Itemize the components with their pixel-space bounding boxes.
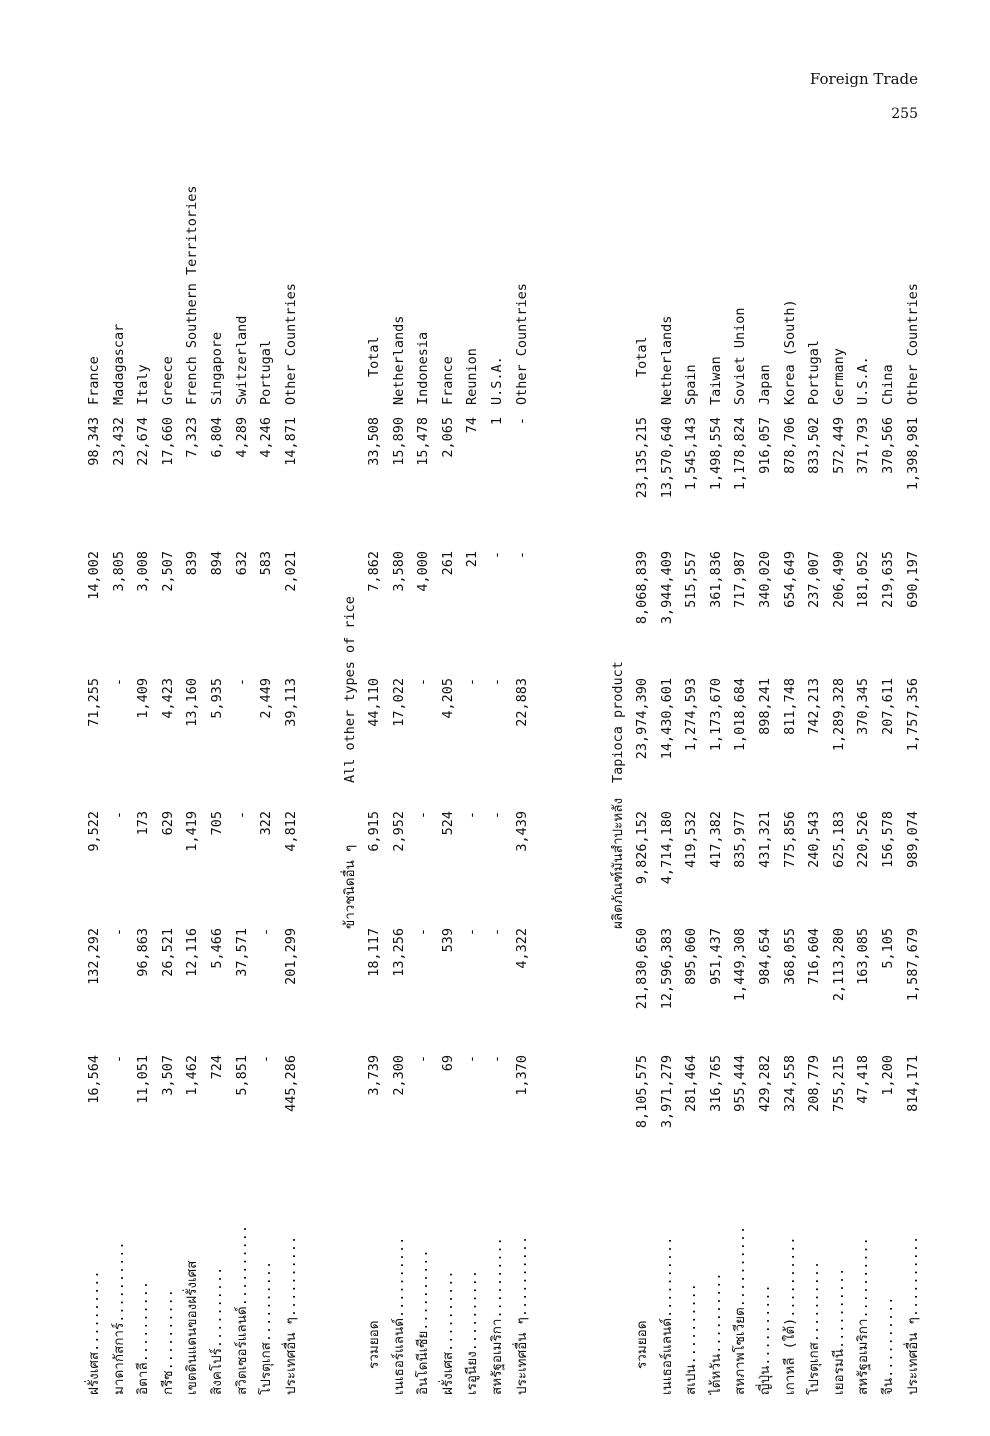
value-cell: 13,570,640 xyxy=(658,417,675,499)
value-cell: 6,915 xyxy=(366,811,382,852)
value-cell: - xyxy=(464,928,481,937)
table-row xyxy=(827,145,851,1395)
value-cell: 1,370 xyxy=(513,1055,530,1096)
value-cell: 201,299 xyxy=(282,928,299,985)
value-cell: 4,714,180 xyxy=(658,811,675,885)
value-cell: 3,805 xyxy=(110,551,127,592)
value-cell: 724 xyxy=(209,1055,225,1080)
table-row xyxy=(205,145,229,1395)
country-english: Portugal xyxy=(258,339,275,405)
value-cell: 1,449,308 xyxy=(732,928,749,1002)
value-cell: 8,068,839 xyxy=(634,551,650,625)
value-cell: 15,890 xyxy=(390,417,407,466)
value-cell: 13,256 xyxy=(390,928,407,977)
value-cell: 898,241 xyxy=(757,678,773,735)
value-cell: 3,439 xyxy=(513,811,530,852)
country-english: Germany xyxy=(830,348,847,405)
value-cell: 1,587,679 xyxy=(904,928,921,1002)
value-cell: 1,409 xyxy=(135,678,152,719)
table-row xyxy=(107,145,131,1395)
value-cell: 3,580 xyxy=(390,551,407,592)
value-cell: 742,213 xyxy=(806,678,823,735)
value-cell: 3,739 xyxy=(366,1055,382,1096)
country-english: Spain xyxy=(683,364,700,405)
value-cell: 894 xyxy=(209,551,225,576)
value-cell: 431,321 xyxy=(757,811,773,868)
country-thai: จีน.......... xyxy=(880,1296,896,1395)
value-cell: 13,160 xyxy=(184,678,201,727)
value-cell: 12,596,383 xyxy=(658,928,675,1010)
country-english: Netherlands xyxy=(390,315,407,405)
value-cell: 47,418 xyxy=(855,1055,872,1104)
value-cell: 2,449 xyxy=(258,678,275,719)
value-cell: - xyxy=(489,1055,505,1064)
country-english: Other Countries xyxy=(282,283,299,405)
value-cell: 4,000 xyxy=(415,551,432,592)
country-english: Japan xyxy=(757,364,773,405)
value-cell: 33,508 xyxy=(366,417,382,466)
country-thai: เนเธอร์แลนด์.......... xyxy=(658,1236,675,1395)
table-row xyxy=(411,145,435,1395)
value-cell: 1,462 xyxy=(184,1055,201,1096)
value-cell: - xyxy=(110,1055,127,1064)
table-row xyxy=(82,145,106,1395)
value-cell: 18,117 xyxy=(366,928,382,977)
value-cell: 207,611 xyxy=(880,678,896,735)
value-cell: 23,974,390 xyxy=(634,678,650,760)
section-label-thai: ข้าวชนิดอื่น ๆ xyxy=(342,844,358,929)
value-cell: 419,532 xyxy=(683,811,700,868)
table-row xyxy=(485,145,509,1395)
value-cell: 3,971,279 xyxy=(658,1055,675,1129)
value-cell: 39,113 xyxy=(282,678,299,727)
table-row xyxy=(460,145,484,1395)
value-cell: 69 xyxy=(439,1055,456,1072)
value-cell: 8,105,575 xyxy=(634,1055,650,1129)
value-cell: 324,558 xyxy=(781,1055,798,1112)
value-cell: 632 xyxy=(233,551,250,576)
country-english: Taiwan xyxy=(707,356,724,405)
section-label-english: All other types of rice xyxy=(342,596,358,783)
country-thai: เนเธอร์แลนด์.......... xyxy=(390,1236,407,1395)
value-cell: - xyxy=(513,551,530,560)
value-cell: 625,183 xyxy=(830,811,847,868)
value-cell: - xyxy=(258,928,275,937)
country-thai: ฝรั่งเศส.......... xyxy=(86,1270,102,1395)
country-english: Soviet Union xyxy=(732,307,749,405)
value-cell: 654,649 xyxy=(781,551,798,608)
value-cell: 23,432 xyxy=(110,417,127,466)
value-cell: 417,382 xyxy=(707,811,724,868)
value-cell: 26,521 xyxy=(159,928,176,977)
value-cell: 5,851 xyxy=(233,1055,250,1096)
value-cell: 21,830,650 xyxy=(634,928,650,1010)
value-cell: - xyxy=(233,811,250,820)
value-cell: 1,178,824 xyxy=(732,417,749,491)
value-cell: - xyxy=(110,811,127,820)
country-thai: ไต้หวัน.......... xyxy=(707,1272,724,1395)
value-cell: 361,836 xyxy=(707,551,724,608)
value-cell: 1,018,684 xyxy=(732,678,749,752)
country-thai: เยอรมนี.......... xyxy=(830,1267,847,1395)
value-cell: 2,507 xyxy=(159,551,176,592)
value-cell: 9,522 xyxy=(86,811,102,852)
value-cell: - xyxy=(415,811,432,820)
value-cell: 4,246 xyxy=(258,417,275,458)
value-cell: 984,654 xyxy=(757,928,773,985)
value-cell: - xyxy=(464,678,481,687)
value-cell: 17,022 xyxy=(390,678,407,727)
table-row xyxy=(436,145,460,1395)
value-cell: 281,464 xyxy=(683,1055,700,1112)
value-cell: 4,322 xyxy=(513,928,530,969)
value-cell: 1 xyxy=(489,417,505,426)
country-thai: รวมยอด xyxy=(634,1320,650,1369)
table-row xyxy=(180,145,204,1395)
table-row xyxy=(655,145,679,1395)
country-english: Other Countries xyxy=(513,283,530,405)
value-cell: 811,748 xyxy=(781,678,798,735)
value-cell: 2,952 xyxy=(390,811,407,852)
value-cell: 240,543 xyxy=(806,811,823,868)
value-cell: 1,419 xyxy=(184,811,201,852)
value-cell: 340,020 xyxy=(757,551,773,608)
table-row xyxy=(387,145,411,1395)
value-cell: 220,526 xyxy=(855,811,872,868)
country-english: Reunion xyxy=(464,348,481,405)
value-cell: - xyxy=(415,1055,432,1064)
value-cell: 98,343 xyxy=(86,417,102,466)
country-thai: อิตาลี.......... xyxy=(135,1280,152,1395)
value-cell: 173 xyxy=(135,811,152,836)
value-cell: 2,300 xyxy=(390,1055,407,1096)
value-cell: 717,987 xyxy=(732,551,749,608)
value-cell: 716,604 xyxy=(806,928,823,985)
page-number: 255 xyxy=(891,106,918,122)
value-cell: 4,812 xyxy=(282,811,299,852)
country-thai: ญี่ปุ่น.......... xyxy=(757,1284,773,1395)
value-cell: 445,286 xyxy=(282,1055,299,1112)
value-cell: - xyxy=(489,811,505,820)
value-cell: - xyxy=(110,678,127,687)
value-cell: - xyxy=(415,678,432,687)
value-cell: 9,826,152 xyxy=(634,811,650,885)
table-row xyxy=(679,145,703,1395)
table-row xyxy=(630,145,654,1395)
value-cell: 705 xyxy=(209,811,225,836)
country-english: Total xyxy=(634,336,650,377)
country-thai: ประเทศอื่น ๆ.......... xyxy=(904,1235,921,1395)
value-cell: 14,002 xyxy=(86,551,102,600)
value-cell: 1,274,593 xyxy=(683,678,700,752)
value-cell: 370,566 xyxy=(880,417,896,474)
value-cell: 17,660 xyxy=(159,417,176,466)
table-row xyxy=(156,145,180,1395)
value-cell: 690,197 xyxy=(904,551,921,608)
value-cell: - xyxy=(489,551,505,560)
country-thai: ประเทศอื่น ๆ.......... xyxy=(513,1235,530,1395)
value-cell: 5,105 xyxy=(880,928,896,969)
value-cell: 5,935 xyxy=(209,678,225,719)
value-cell: 955,444 xyxy=(732,1055,749,1112)
country-thai: รวมยอด xyxy=(366,1320,382,1369)
country-thai: โปรตุเกส.......... xyxy=(258,1260,275,1395)
country-english: Switzerland xyxy=(233,315,250,405)
value-cell: 839 xyxy=(184,551,201,576)
value-cell: 37,571 xyxy=(233,928,250,977)
table-row xyxy=(901,145,925,1395)
country-english: French Southern Territories xyxy=(184,185,201,405)
country-english: Singapore xyxy=(209,331,225,405)
value-cell: 2,021 xyxy=(282,551,299,592)
value-cell: 775,856 xyxy=(781,811,798,868)
country-english: France xyxy=(86,356,102,405)
running-header-title: Foreign Trade xyxy=(809,70,918,88)
value-cell: 539 xyxy=(439,928,456,953)
country-thai: เขตดินแดนของฝรั่งเศส xyxy=(184,1260,201,1395)
table-row xyxy=(510,145,534,1395)
value-cell: 6,804 xyxy=(209,417,225,458)
table-row xyxy=(230,145,254,1395)
table-row xyxy=(131,145,155,1395)
value-cell: 368,055 xyxy=(781,928,798,985)
country-english: Indonesia xyxy=(415,331,432,405)
value-cell: - xyxy=(513,417,530,426)
value-cell: 316,765 xyxy=(707,1055,724,1112)
value-cell: 74 xyxy=(464,417,481,434)
country-english: Italy xyxy=(135,364,152,405)
value-cell: 44,110 xyxy=(366,678,382,727)
value-cell: 814,171 xyxy=(904,1055,921,1112)
value-cell: 2,113,280 xyxy=(830,928,847,1002)
country-english: France xyxy=(439,356,456,405)
country-thai: โปรตุเกส.......... xyxy=(806,1260,823,1395)
country-thai: มาดากัสการ์.......... xyxy=(110,1241,127,1395)
value-cell: 11,051 xyxy=(135,1055,152,1104)
table-row xyxy=(778,145,802,1395)
value-cell: 5,466 xyxy=(209,928,225,969)
value-cell: 22,674 xyxy=(135,417,152,466)
country-english: Greece xyxy=(159,356,176,405)
value-cell: 951,437 xyxy=(707,928,724,985)
section-label-thai: ผลิตภัณฑ์มันสำปะหลัง xyxy=(610,797,626,929)
country-thai: ประเทศอื่น ๆ.......... xyxy=(282,1235,299,1395)
country-thai: สหภาพโซเวียต.......... xyxy=(732,1225,749,1395)
table-row xyxy=(728,145,752,1395)
value-cell: - xyxy=(258,1055,275,1064)
table-row xyxy=(704,145,728,1395)
value-cell: 21 xyxy=(464,551,481,568)
value-cell: 1,398,981 xyxy=(904,417,921,491)
table-row xyxy=(279,145,303,1395)
value-cell: 71,255 xyxy=(86,678,102,727)
country-english: Total xyxy=(366,336,382,377)
value-cell: 208,779 xyxy=(806,1055,823,1112)
value-cell: 156,578 xyxy=(880,811,896,868)
value-cell: 916,057 xyxy=(757,417,773,474)
country-english: Portugal xyxy=(806,339,823,405)
country-thai: อินโดนีเซีย.......... xyxy=(415,1249,432,1395)
value-cell: - xyxy=(464,811,481,820)
country-thai: สวิตเซอร์แลนด์.......... xyxy=(233,1225,250,1395)
value-cell: 15,478 xyxy=(415,417,432,466)
table-row xyxy=(851,145,875,1395)
value-cell: 629 xyxy=(159,811,176,836)
value-cell: 4,205 xyxy=(439,678,456,719)
value-cell: 322 xyxy=(258,811,275,836)
value-cell: 572,449 xyxy=(830,417,847,474)
value-cell: 370,345 xyxy=(855,678,872,735)
value-cell: 833,502 xyxy=(806,417,823,474)
value-cell: 22,883 xyxy=(513,678,530,727)
value-cell: 429,282 xyxy=(757,1055,773,1112)
value-cell: 1,200 xyxy=(880,1055,896,1096)
value-cell: 4,423 xyxy=(159,678,176,719)
value-cell: 515,557 xyxy=(683,551,700,608)
country-english: Korea (South) xyxy=(781,299,798,405)
value-cell: 1,173,670 xyxy=(707,678,724,752)
value-cell: 3,944,409 xyxy=(658,551,675,625)
value-cell: 261 xyxy=(439,551,456,576)
value-cell: 14,871 xyxy=(282,417,299,466)
country-thai: สิงคโปร์.......... xyxy=(209,1266,225,1395)
country-english: U.S.A. xyxy=(855,356,872,405)
value-cell: 96,863 xyxy=(135,928,152,977)
value-cell: 7,323 xyxy=(184,417,201,458)
value-cell: 371,793 xyxy=(855,417,872,474)
country-thai: สหรัฐอเมริกา.......... xyxy=(855,1237,872,1395)
value-cell: 16,564 xyxy=(86,1055,102,1104)
value-cell: - xyxy=(489,678,505,687)
value-cell: 878,706 xyxy=(781,417,798,474)
value-cell: 2,065 xyxy=(439,417,456,458)
value-cell: - xyxy=(415,928,432,937)
rotated-trade-table xyxy=(82,145,921,1395)
value-cell: - xyxy=(110,928,127,937)
country-thai: กรีซ.......... xyxy=(159,1289,176,1395)
value-cell: 206,490 xyxy=(830,551,847,608)
country-thai: เกาหลี (ใต้).......... xyxy=(781,1236,798,1395)
value-cell: 7,862 xyxy=(366,551,382,592)
value-cell: - xyxy=(464,1055,481,1064)
value-cell: - xyxy=(489,928,505,937)
country-thai: เรอูนียง.......... xyxy=(464,1270,481,1395)
value-cell: 835,977 xyxy=(732,811,749,868)
value-cell: 895,060 xyxy=(683,928,700,985)
value-cell: 1,289,328 xyxy=(830,678,847,752)
value-cell: 583 xyxy=(258,551,275,576)
value-cell: 3,507 xyxy=(159,1055,176,1096)
value-cell: 1,498,554 xyxy=(707,417,724,491)
country-english: China xyxy=(880,364,896,405)
value-cell: 237,007 xyxy=(806,551,823,608)
value-cell: 219,635 xyxy=(880,551,896,608)
country-thai: สเปน.......... xyxy=(683,1283,700,1395)
country-english: U.S.A. xyxy=(489,356,505,405)
table-row xyxy=(802,145,826,1395)
section-label-english: Tapioca product xyxy=(610,661,626,783)
table-row xyxy=(362,145,386,1395)
table-row xyxy=(876,145,900,1395)
value-cell: 524 xyxy=(439,811,456,836)
value-cell: - xyxy=(233,678,250,687)
value-cell: 3,008 xyxy=(135,551,152,592)
value-cell: 181,052 xyxy=(855,551,872,608)
value-cell: 755,215 xyxy=(830,1055,847,1112)
value-cell: 1,545,143 xyxy=(683,417,700,491)
value-cell: 12,116 xyxy=(184,928,201,977)
table-row xyxy=(254,145,278,1395)
country-thai: สหรัฐอเมริกา.......... xyxy=(489,1237,505,1395)
value-cell: 4,289 xyxy=(233,417,250,458)
country-thai: ฝรั่งเศส.......... xyxy=(439,1270,456,1395)
table-row xyxy=(753,145,777,1395)
value-cell: 23,135,215 xyxy=(634,417,650,499)
country-english: Other Countries xyxy=(904,283,921,405)
value-cell: 163,085 xyxy=(855,928,872,985)
country-english: Netherlands xyxy=(658,315,675,405)
value-cell: 132,292 xyxy=(86,928,102,985)
value-cell: 989,074 xyxy=(904,811,921,868)
value-cell: 14,430,601 xyxy=(658,678,675,760)
value-cell: 1,757,356 xyxy=(904,678,921,752)
country-english: Madagascar xyxy=(110,323,127,405)
